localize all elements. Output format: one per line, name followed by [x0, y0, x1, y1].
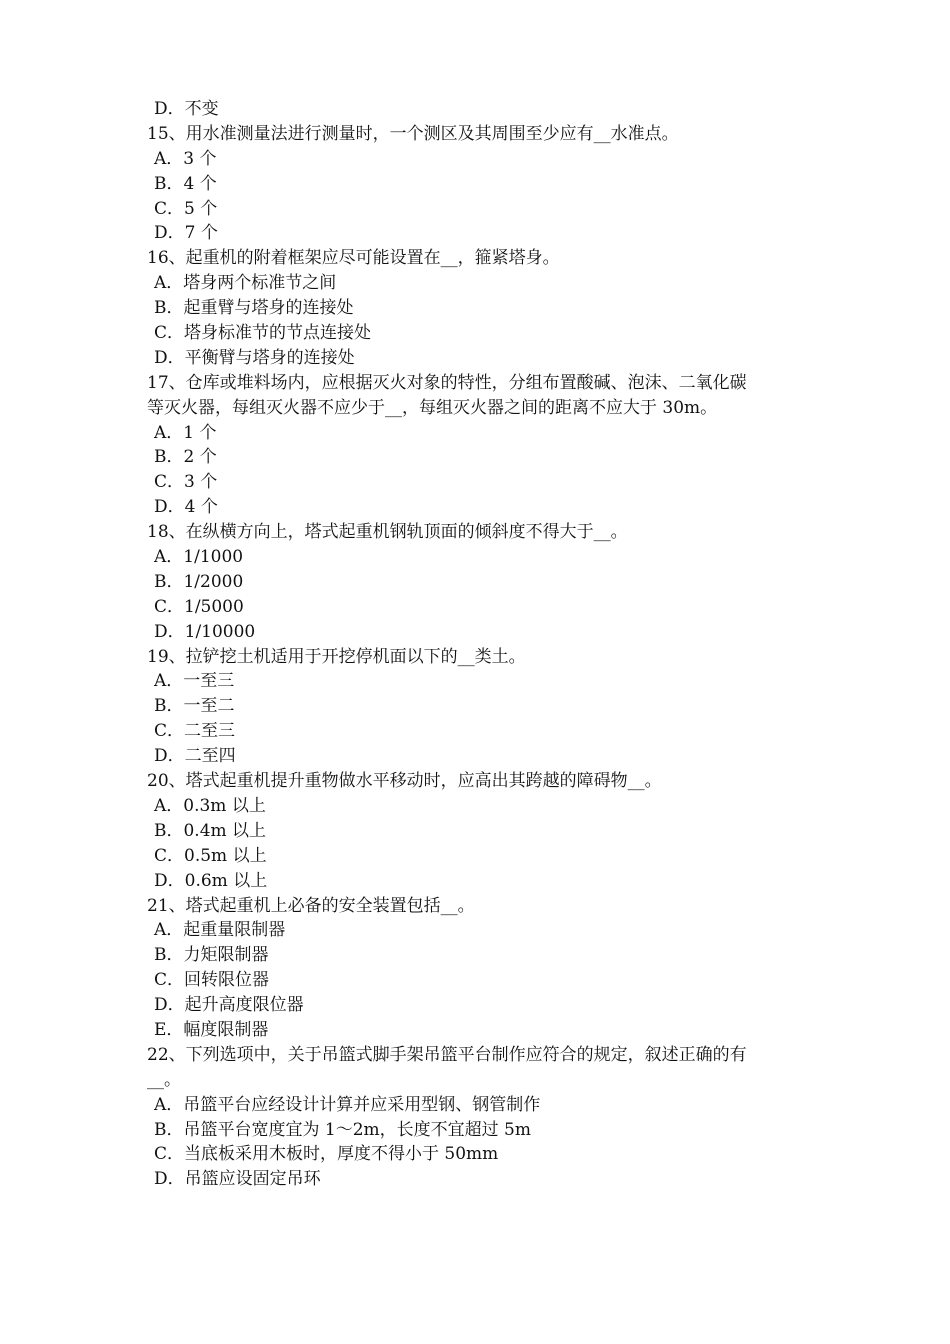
- question-text: 18、在纵横方向上，塔式起重机钢轨顶面的倾斜度不得大于__。: [147, 522, 628, 543]
- question-text: 17、仓库或堆料场内，应根据灭火对象的特性，分组布置酸碱、泡沫、二氧化碳: [147, 372, 747, 393]
- answer-option: D．吊篮应设固定吊环: [154, 1169, 321, 1190]
- answer-option: C．当底板采用木板时，厚度不得小于 50mm: [154, 1144, 499, 1165]
- answer-option: B．一至二: [154, 696, 235, 717]
- answer-option: C．回转限位器: [154, 970, 270, 991]
- question-text: 20、塔式起重机提升重物做水平移动时，应高出其跨越的障碍物__。: [147, 771, 662, 792]
- answer-option: E．幅度限制器: [154, 1019, 269, 1040]
- answer-option: A．1/1000: [154, 547, 244, 568]
- answer-option: D．7 个: [154, 223, 218, 244]
- answer-option: A．吊篮平台应经设计计算并应采用型钢、钢管制作: [154, 1094, 541, 1115]
- answer-option: B．0.4m 以上: [154, 820, 267, 841]
- answer-option: D．1/10000: [154, 621, 256, 642]
- question-text: 等灭火器，每组灭火器不应少于__，每组灭火器之间的距离不应大于 30m。: [147, 397, 718, 418]
- answer-option: A．一至三: [154, 671, 235, 692]
- answer-option: C．塔身标准节的节点连接处: [154, 323, 372, 344]
- question-text: 21、塔式起重机上必备的安全装置包括__。: [147, 895, 475, 916]
- answer-option: C．3 个: [154, 472, 218, 493]
- answer-option: D．4 个: [154, 497, 218, 518]
- question-text: 19、拉铲挖土机适用于开挖停机面以下的__类土。: [147, 646, 526, 667]
- answer-option: D．起升高度限位器: [154, 995, 304, 1016]
- answer-option: A．起重量限制器: [154, 920, 286, 941]
- answer-option: B．吊篮平台宽度宜为 1～2m，长度不宜超过 5m: [154, 1119, 531, 1140]
- question-text: 16、起重机的附着框架应尽可能设置在__，箍紧塔身。: [147, 248, 560, 269]
- document-body: [147, 97, 827, 1192]
- answer-option: D．平衡臂与塔身的连接处: [154, 347, 355, 368]
- question-text: 15、用水准测量法进行测量时，一个测区及其周围至少应有__水准点。: [147, 123, 679, 144]
- question-text: 22、下列选项中，关于吊篮式脚手架吊篮平台制作应符合的规定，叙述正确的有: [147, 1044, 747, 1065]
- answer-option: C．二至三: [154, 721, 236, 742]
- answer-option: A．1 个: [154, 422, 217, 443]
- answer-option: B．起重臂与塔身的连接处: [154, 298, 354, 319]
- answer-option: C．5 个: [154, 198, 218, 219]
- answer-option: C．0.5m 以上: [154, 845, 267, 866]
- answer-option: A．3 个: [154, 148, 217, 169]
- answer-option: B．4 个: [154, 173, 217, 194]
- answer-option: D．0.6m 以上: [154, 870, 268, 891]
- answer-option: A．0.3m 以上: [154, 795, 266, 816]
- question-text: __。: [147, 1069, 181, 1090]
- answer-option: B．1/2000: [154, 571, 244, 592]
- answer-option: D．二至四: [154, 746, 236, 767]
- answer-option: D．不变: [154, 99, 219, 119]
- answer-option: B．力矩限制器: [154, 945, 269, 966]
- answer-option: C．1/5000: [154, 596, 244, 617]
- answer-option: A．塔身两个标准节之间: [154, 273, 337, 294]
- answer-option: B．2 个: [154, 447, 217, 468]
